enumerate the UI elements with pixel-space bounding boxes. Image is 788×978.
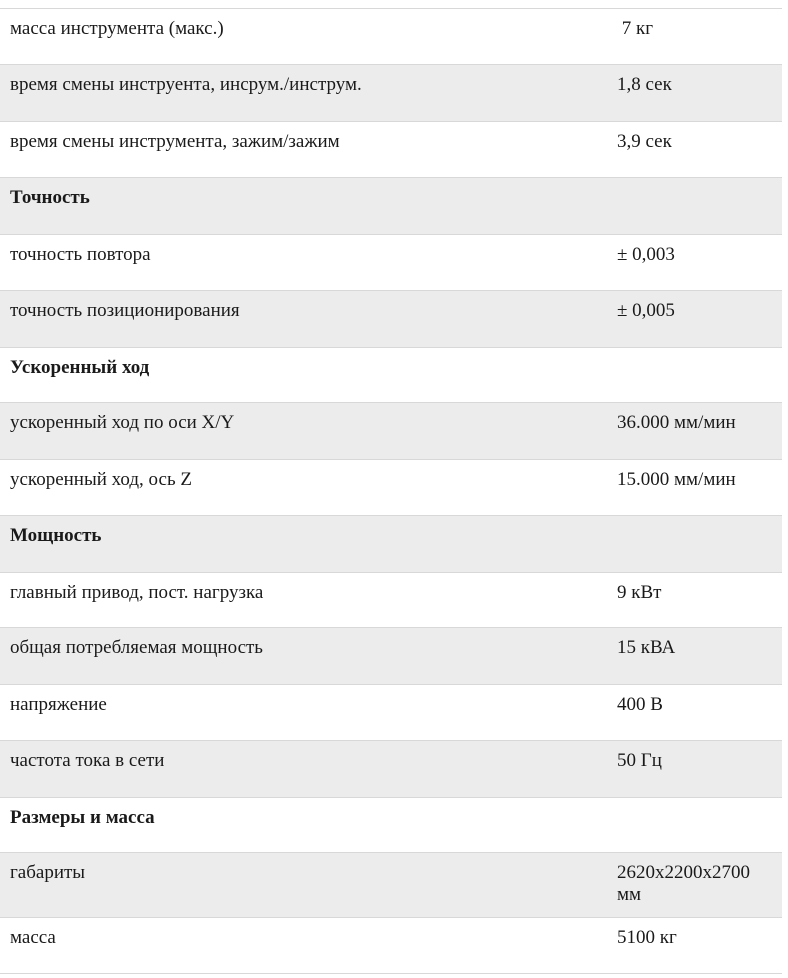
spec-row <box>0 628 782 685</box>
spec-row <box>0 741 782 798</box>
section-title: Точность <box>0 178 605 235</box>
section-header-row <box>0 516 782 573</box>
spec-value: 36.000 мм/мин <box>605 403 782 460</box>
spec-row <box>0 291 782 348</box>
section-value-empty <box>605 516 782 573</box>
spec-label: точность позиционирования <box>0 291 605 348</box>
spec-label: точность повтора <box>0 235 605 291</box>
spec-label: время смены инструента, инсрум./инструм. <box>0 65 605 122</box>
spec-label: ускоренный ход, ось Z <box>0 460 605 516</box>
specifications-table <box>0 8 782 974</box>
spec-row <box>0 235 782 291</box>
spec-value: 15 кВА <box>605 628 782 685</box>
section-value-empty <box>605 178 782 235</box>
spec-row <box>0 9 782 65</box>
spec-value: ± 0,005 <box>605 291 782 348</box>
spec-row <box>0 122 782 178</box>
spec-row <box>0 918 782 974</box>
section-header-row <box>0 348 782 403</box>
section-title: Ускоренный ход <box>0 348 605 403</box>
section-title: Размеры и масса <box>0 798 605 853</box>
section-value-empty <box>605 348 782 403</box>
spec-row <box>0 403 782 460</box>
spec-value: 7 кг <box>605 9 782 65</box>
spec-value: 2620x2200x2700 мм <box>605 853 782 918</box>
spec-row <box>0 573 782 628</box>
spec-value: 3,9 сек <box>605 122 782 178</box>
section-title: Мощность <box>0 516 605 573</box>
section-header-row <box>0 798 782 853</box>
spec-row <box>0 65 782 122</box>
spec-label: главный привод, пост. нагрузка <box>0 573 605 628</box>
spec-label: общая потребляемая мощность <box>0 628 605 685</box>
spec-label: время смены инструмента, зажим/зажим <box>0 122 605 178</box>
spec-value: 5100 кг <box>605 918 782 974</box>
spec-value: 15.000 мм/мин <box>605 460 782 516</box>
spec-label: масса инструмента (макс.) <box>0 9 605 65</box>
spec-label: частота тока в сети <box>0 741 605 798</box>
spec-row <box>0 685 782 741</box>
spec-value: 9 кВт <box>605 573 782 628</box>
spec-label: ускоренный ход по оси X/Y <box>0 403 605 460</box>
section-value-empty <box>605 798 782 853</box>
spec-label: напряжение <box>0 685 605 741</box>
spec-value: ± 0,003 <box>605 235 782 291</box>
spec-row <box>0 460 782 516</box>
section-header-row <box>0 178 782 235</box>
spec-row <box>0 853 782 918</box>
spec-label: масса <box>0 918 605 974</box>
spec-value: 50 Гц <box>605 741 782 798</box>
spec-value: 1,8 сек <box>605 65 782 122</box>
spec-value: 400 В <box>605 685 782 741</box>
spec-label: габариты <box>0 853 605 918</box>
